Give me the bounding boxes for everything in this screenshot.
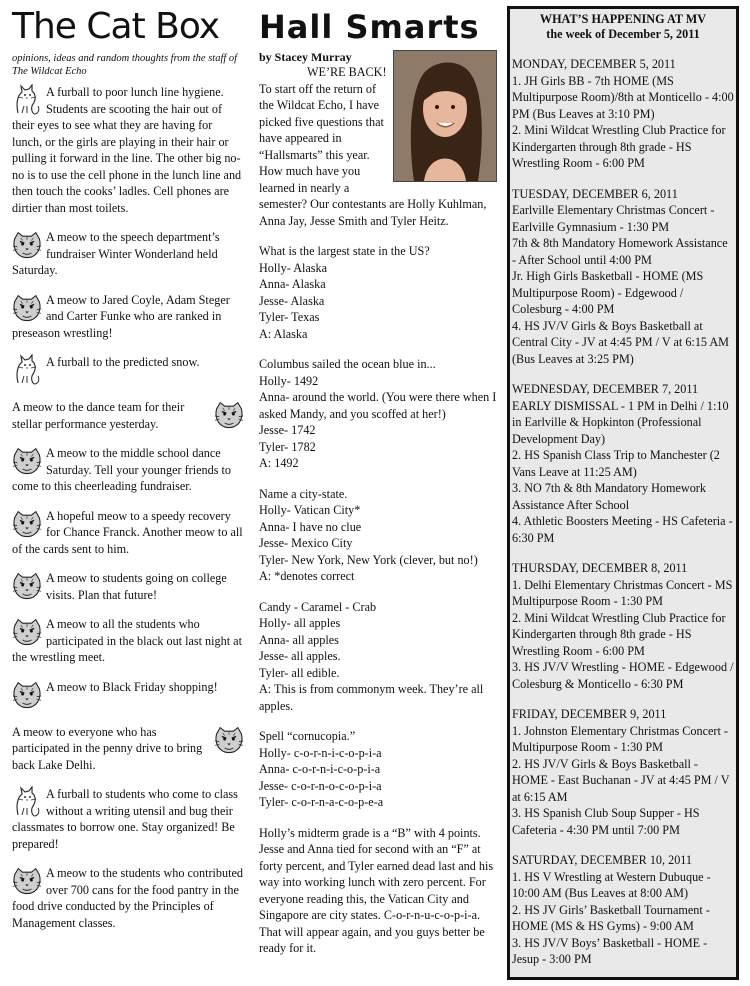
cat-box-item-text: A furball to the predicted snow. <box>46 355 200 369</box>
wildcat-face-icon <box>214 724 244 756</box>
cat-box-item <box>12 354 244 386</box>
wildcat-face-icon <box>12 679 42 711</box>
cat-box-item <box>12 786 244 852</box>
cat-box-item-text: A meow to the speech department’s fundraiser Winter Wonderland held Saturday. <box>12 230 220 277</box>
cat-box-item <box>12 508 244 558</box>
events-list <box>510 56 736 968</box>
cat-box-item-text: A furball to students who come to class without a writing utensil and bug their classmates to borrow one. Stay organized! Be prepared! <box>12 787 238 851</box>
cat-box-item <box>12 724 244 774</box>
wildcat-face-icon <box>12 570 42 602</box>
cat-box-item-text: A meow to students going on college visits. Plan that future! <box>46 571 227 602</box>
day-events: THURSDAY, DECEMBER 8, 2011 1. Delhi Elementary Christmas Concert - MS Multipurpose Room - 1:30 PM 2. Mini Wildcat Wrestling Club Practice for Kindergarten through 8th grade - HS Wrestling Room - 6:00 PM 3. HS JV/V Wrestling - HOME - Edgewood / Colesburg & Monticello - 6:30 PM <box>512 561 734 691</box>
cat-box-item <box>12 84 244 216</box>
cat-box-item-text: A meow to the students who contributed over 700 cans for the food pantry in the food drive conducted by the Principles of Management classes. <box>12 866 244 930</box>
wildcat-face-icon <box>12 445 42 477</box>
cat-box-items <box>12 84 244 931</box>
hall-smarts-body <box>259 64 497 957</box>
cat-box-item-text: A meow to Black Friday shopping! <box>46 679 218 694</box>
hall-smarts-paragraph: Columbus sailed the ocean blue in... Holly- 1492 Anna- around the world. (You were there when I asked Mandy, and you scoffed at her!) Jesse- 1742 Tyler- 1782 A: 1492 <box>259 357 497 470</box>
hall-smarts-paragraph: Spell “cornucopia.” Holly- c-o-r-n-i-c-o-p-i-a Anna- c-o-r-n-i-c-o-p-i-a Jesse- c-o-r-n-o-c-o-p-i-a Tyler- c-o-r-n-a-c-o-p-e-a <box>259 729 384 809</box>
sketch-cat-icon <box>12 786 42 818</box>
byline: by Stacey Murray <box>259 50 352 64</box>
wildcat-face-icon <box>12 616 42 648</box>
cat-box-tagline: opinions, ideas and random thoughts from the staff of The Wildcat Echo <box>12 53 238 77</box>
day-events: FRIDAY, DECEMBER 9, 2011 1. Johnston Elementary Christmas Concert - Multipurpose Room - 1:30 PM 2. HS JV/V Girls & Boys Basketball - HOME - East Buchanan - JV at 4:45 PM / V at 6:15 AM 3. HS Spanish Club Soup Supper - HS Cafeteria - 4:30 PM until 7:00 PM <box>512 707 730 837</box>
cat-box-masthead: The Cat Box <box>12 6 220 47</box>
hall-smarts-paragraph: What is the largest state in the US? Holly- Alaska Anna- Alaska Jesse- Alaska Tyler- Texas A: Alaska <box>259 244 430 341</box>
cat-box-item <box>12 229 244 279</box>
wildcat-face-icon <box>12 508 42 540</box>
cat-box-item <box>12 865 244 931</box>
cat-box-item-text: A furball to poor lunch line hygiene. Students are scooting the hair out of their eyes to see what they are having for lunch, or the girls are playing in their hair or pulling it forward in the line. The other big no-no is to use the cell phone in the lunch line and then touch the cooks’ ladles. Cell phones are dirtier than most toilets. <box>12 85 242 215</box>
cat-box-item-text: A meow to Jared Coyle, Adam Steger and Carter Funke who are ranked in preseason wrestling! <box>12 292 230 340</box>
box-title: WHAT’S HAPPENING AT MV the week of December 5, 2011 <box>539 12 707 41</box>
wildcat-face-icon <box>12 865 42 897</box>
day-events: WEDNESDAY, DECEMBER 7, 2011 EARLY DISMISSAL - 1 PM in Delhi / 1:10 in Earlville & Hopkinton (Professional Development Day) 2. HS Spanish Class Trip to Manchester (2 Vans Leave at 11:25 AM) 3. NO 7th & 8th Mandatory Homework Assistance After School 4. Athletic Boosters Meeting - HS Cafeteria - 6:30 PM <box>512 382 733 545</box>
cat-box-item-text: A meow to the dance team for their stellar performance yesterday. <box>12 400 185 431</box>
cat-box-item <box>12 570 244 603</box>
author-photo <box>393 50 497 182</box>
hall-smarts-column <box>259 6 497 971</box>
cat-box-item-text: A hopeful meow to a speedy recovery for Chance Franck. Another meow to all of the cards sent to him. <box>12 508 243 556</box>
day-events: MONDAY, DECEMBER 5, 2011 1. JH Girls BB - 7th HOME (MS Multipurpose Room)/8th at Monticello - 4:00 PM (Bus Leaves at 3:10 PM) 2. Mini Wildcat Wrestling Club Practice for Kindergarten through 8th grade - HS Wrestling Room - 6:00 PM <box>512 57 734 170</box>
cat-box-item <box>12 292 244 342</box>
sketch-cat-icon <box>12 84 42 116</box>
hall-smarts-paragraph: Holly’s midterm grade is a “B” with 4 points. Jesse and Anna tied for second with an “F” at forty percent, and Tyler earned dead last and his way into working lunch with zero percent. For everyone reading this, the Vatican City and Singapore are city states. C-o-r-n-u-c-o-p-i-a. That will appear again, and you guys better be ready for it. <box>259 825 494 955</box>
wildcat-face-icon <box>214 399 244 431</box>
hall-smarts-paragraph: Name a city-state. Holly- Vatican City* Anna- I have no clue Jesse- Mexico City Tyler- New York, New York (clever, but no!) A: *denotes correct <box>259 486 478 583</box>
hall-smarts-paragraph: WE’RE BACK! To start off the return of the Wildcat Echo, I have picked five questions that have appeared in “Hallsmarts” this year. How much have you learned in nearly a semester? Our contestants are Holly Kuhlman, Anna Jay, Jesse Smith and Tyler Heitz. <box>259 65 487 228</box>
cat-box-item <box>12 679 244 711</box>
cat-box-item-text: A meow to the middle school dance Saturday. Tell your younger friends to come to this cheerleading fundraiser. <box>12 446 231 493</box>
cat-box-item <box>12 616 244 666</box>
cat-box-item <box>12 399 244 432</box>
wildcat-face-icon <box>12 292 42 324</box>
day-events: TUESDAY, DECEMBER 6, 2011 Earlville Elementary Christmas Concert - Earlville Gymnasium - 1:30 PM 7th & 8th Mandatory Homework Assistance - After School until 4:00 PM Jr. High Girls Basketball - HOME (MS Multipurpose Room) - Edgewood / Colesburg - 4:00 PM 4. HS JV/V Girls & Boys Basketball at Central City - JV at 4:45 PM / V at 6:15 AM (Bus Leaves at 3:25 PM) <box>512 186 730 366</box>
cat-box-item-text: A meow to all the students who participated in the black out last night at the wrestling meet. <box>12 617 242 664</box>
day-events: SATURDAY, DECEMBER 10, 2011 1. HS V Wrestling at Western Dubuque - 10:00 AM (Bus Leaves at 8:00 AM) 2. HS JV Girls’ Basketball Tournament - HOME (MS & HS Gyms) - 9:00 AM 3. HS JV/V Boys’ Basketball - HOME - Jesup - 3:00 PM <box>512 853 711 966</box>
hall-smarts-masthead: Hall Smarts <box>259 8 480 46</box>
cat-box-column <box>12 6 244 931</box>
hall-smarts-paragraph: Candy - Caramel - Crab Holly- all apples Anna- all apples Jesse- all apples. Tyler- all edible. A: This is from commonym week. They’re all apples. <box>259 599 484 713</box>
whats-happening-box <box>507 6 739 980</box>
wildcat-face-icon <box>12 229 42 261</box>
sketch-cat-icon <box>12 354 42 386</box>
cat-box-item-text: A meow to everyone who has participated in the penny drive to bring back Lake Delhi. <box>12 724 203 772</box>
cat-box-item <box>12 445 244 495</box>
